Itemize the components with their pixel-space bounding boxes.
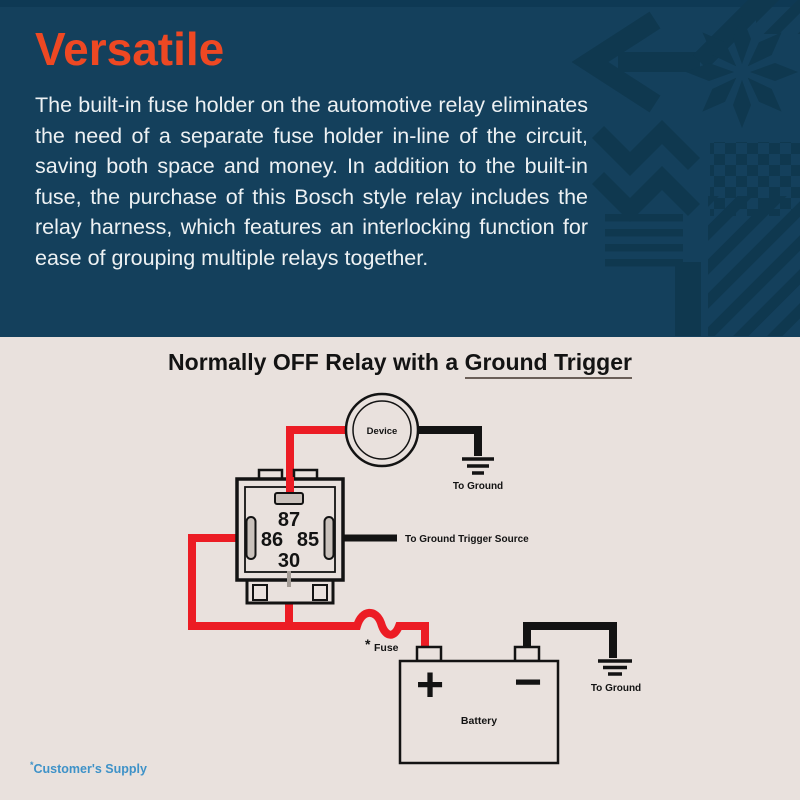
diagram-section (0, 337, 800, 800)
hero-section (0, 0, 800, 337)
device-label: Device (366, 426, 398, 437)
diagonal-stripes-icon (708, 196, 800, 336)
battery (400, 647, 558, 763)
terminal-87 (275, 493, 303, 504)
trigger-source-label: To Ground Trigger Source (405, 534, 529, 545)
hero-title: Versatile (35, 23, 225, 75)
relay-body (237, 470, 343, 603)
relay-leg (253, 585, 267, 600)
footer-note-asterisk: * (30, 760, 34, 770)
stripe (605, 259, 683, 267)
arrow-shaft (618, 52, 700, 72)
terminal-85 (325, 517, 334, 559)
relay-leg (313, 585, 327, 600)
hero-paragraph: The built-in fuse holder on the automotive relay eliminates the need of a separate fuse holder in-line of the circuit, saving both space and money. In addition to the built-in fuse, the purchase of this Bosch style relay includes the relay harness, which features an interlocking function for ease of grouping multiple relays together. (35, 93, 588, 270)
battery-plus-icon: + (415, 659, 445, 712)
diagram-title-underlined: Ground Trigger (465, 349, 632, 379)
ground-symbol-icon (462, 459, 494, 473)
to-ground-top-label: To Ground (452, 481, 504, 492)
battery-minus-icon: − (513, 656, 543, 709)
stripe (605, 229, 683, 237)
to-ground-bottom-label: To Ground (590, 683, 642, 694)
pattern-shapes (590, 0, 800, 336)
zigzag-icon (598, 132, 694, 164)
battery-label: Battery (460, 715, 498, 727)
wire-device-to-ground (418, 430, 478, 456)
pin-86-label: 86 (260, 529, 284, 551)
zigzag-icon (598, 178, 694, 210)
decorative-pattern (560, 0, 800, 336)
pin-85-label: 85 (296, 529, 320, 551)
bar (675, 262, 701, 336)
wiring-diagram (0, 337, 800, 800)
terminal-86 (247, 517, 256, 559)
ground-symbol-icon (598, 661, 632, 674)
footer-note (30, 760, 147, 776)
device-node (346, 394, 418, 466)
diagram-title-prefix: Normally OFF Relay with a (168, 349, 465, 375)
diagonal-stripes-icon (756, 0, 800, 34)
pin-87-label: 87 (277, 509, 301, 531)
fuse-asterisk: * (365, 636, 371, 652)
footer-note-text: Customer's Supply (33, 762, 147, 777)
pin-30-label: 30 (277, 550, 301, 572)
fuse-label: Fuse (374, 642, 399, 654)
stripe (605, 214, 683, 222)
stripe (605, 244, 683, 252)
